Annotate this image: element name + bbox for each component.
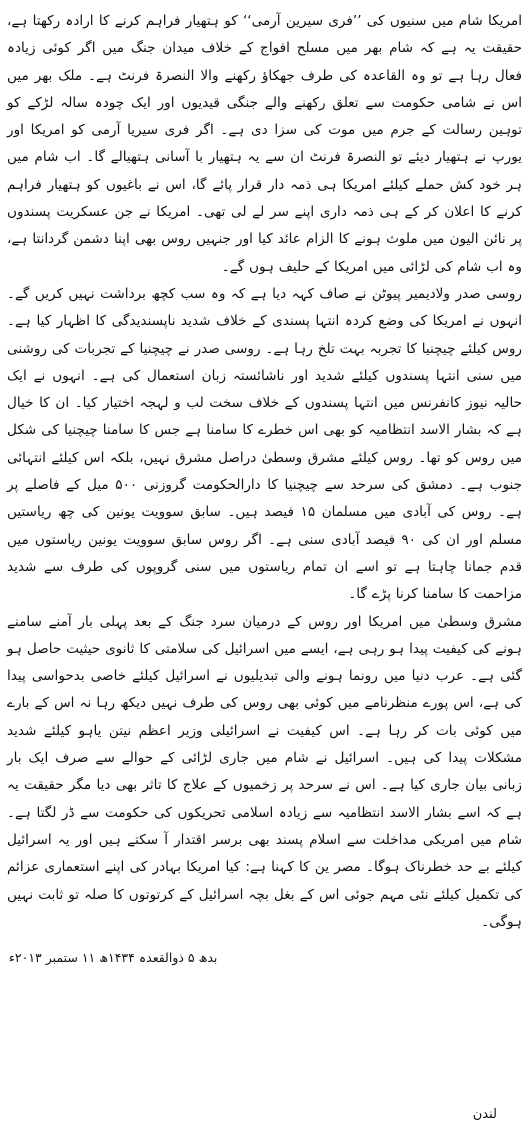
- article-dateline: بدھ ۵ ذوالقعدہ ۱۴۳۴ھ ۱۱ ستمبر ۲۰۱۳ء: [9, 950, 218, 966]
- article-paragraph-3: مشرق وسطیٰ میں امریکا اور روس کے درمیان سرد جنگ کے بعد پہلی بار آمنے سامنے ہونے کی کیفیت پیدا ہو رہی ہے، ایسے میں اسرائیل کی سلامتی کا ثانوی حیثیت حاصل ہو گئی ہے۔ عرب دنیا میں رونما ہونے والی تبدیلیوں نے اسرائیل کیلئے خاصی بدحواسی پیدا کی ہے، اس پورے منظرنامے میں کوئی بھی روس کی طرف نہیں دیکھ رہا نہ اس کے بارے میں کوئی بات کر رہا ہے۔ اس کیفیت نے اسرائیلی وزیر اعظم نیتن یاہو کیلئے شدید مشکلات پیدا کی ہیں۔ اسرائیل نے شام میں جاری لڑائی کے حوالے سے صرف ایک بار زبانی بیان جاری کیا ہے۔ اس نے سرحد پر زخمیوں کے علاج کا تاثر بھی دیا مگر حقیقت یہ ہے کہ اسے بشار الاسد انتظامیہ سے زیادہ اسلامی تحریکوں کی حکومت سے ڈر لگتا ہے۔ شام میں امریکی مداخلت سے اسلام پسند بھی برسر اقتدار آ سکتے ہیں اور یہ اسرائیل کیلئے بے حد خطرناک ہوگا۔ مصر ین کا کہنا ہے: کیا امریکا بہادر کی اپنے استعماری عزائم کی تکمیل کیلئے نئی مہم جوئی اس کے بغل بچہ اسرائیل کے کرتوتوں کا صلہ تو ثابت نہیں ہوگی۔: [7, 613, 522, 930]
- article-paragraph-1: امریکا شام میں سنیوں کی ’’فری سیرین آرمی‘‘ کو ہتھیار فراہم کرنے کا ارادہ رکھتا ہے، حقیقت یہ ہے کہ شام بھر میں مسلح افواج کے خلاف میدان جنگ میں اگر کوئی زیادہ فعال رہا ہے تو وہ القاعدہ کی طرف جھکاؤ رکھنے والا النصرۃ فرنٹ ہے۔ ملک بھر میں اس نے شامی حکومت سے تعلق رکھنے والے جنگی قیدیوں اور ایک چودہ سالہ لڑکے کو توہین رسالت کے جرم میں موت کی سزا دی ہے۔ اگر فری سیریا آرمی کو امریکا اور یورپ نے ہتھیار دیئے تو النصرۃ فرنٹ ان سے یہ ہتھیار با آسانی ہتھیالے گا۔ اب شام میں ہر خود کش حملے کیلئے امریکا ہی ذمہ دار قرار پائے گا، اس نے باغیوں کو ہتھیار فراہم کرنے کا اعلان کر کے ہی ذمہ داری اپنے سر لے لی تھی۔ امریکا نے جن عسکریت پسندوں پر نائن الیون میں ملوث ہونے کا الزام عائد کیا اور جنہیں روس بھی اپنا دشمن گردانتا ہے، وہ اب شام کی لڑائی میں امریکا کے حلیف ہوں گے۔: [7, 13, 522, 275]
- article-body: [7, 8, 522, 936]
- article-place: لندن: [472, 1107, 497, 1122]
- article-paragraph-2: روسی صدر ولادیمیر پیوٹن نے صاف کہہ دیا ہے کہ وہ سب کچھ برداشت نہیں کریں گے۔ انہوں نے امریکا کی وضع کردہ انتہا پسندی کے خلاف شدید ناپسندیدگی کا اظہار کیا ہے۔ روس کیلئے چیچنیا کا تجربہ بہت تلخ رہا ہے۔ روسی صدر نے چیچنیا کے تجربات کی روشنی میں سنی انتہا پسندوں کیلئے شدید اور ناشائستہ زبان استعمال کی ہے۔ انہوں نے ایک حالیہ نیوز کانفرنس میں انتہا پسندوں کے خلاف سخت لب و لہجہ اختیار کیا۔ ان کا خیال ہے کہ بشار الاسد انتظامیہ کو بھی اس خطرے کا سامنا ہے جس کا سامنا چیچنیا کی شکل میں روس کو تھا۔ روس کیلئے مشرق وسطیٰ دراصل مشرق نہیں، بلکہ اس کیلئے انتہائی جنوب ہے۔ دمشق کی سرحد سے چیچنیا کا دارالحکومت گروزنی ۵۰۰ میل کے فاصلے پر ہے۔ روس کی آبادی میں مسلمان ۱۵ فیصد ہیں۔ سابق سوویت یونین کی چھ ریاستیں مسلم اور ان کی ۹۰ فیصد آبادی سنی ہے۔ اگر روس سابق سوویت یونین ریاستوں میں قدم جمانا چاہتا ہے تو اسے ان تمام ریاستوں میں سنی گروپوں کی طرف سے شدید مزاحمت کا سامنا کرنا پڑے گا۔: [7, 285, 522, 603]
